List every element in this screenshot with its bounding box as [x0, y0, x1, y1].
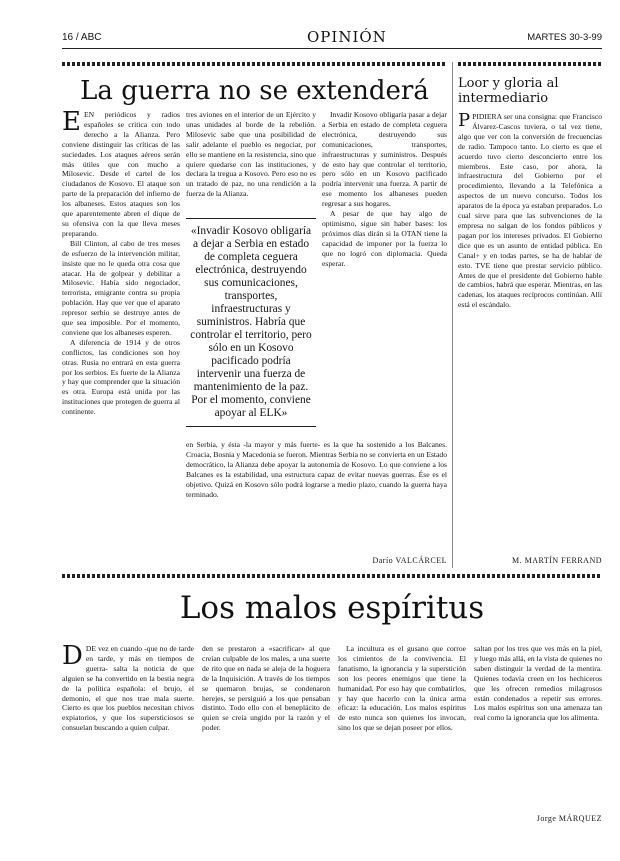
article-column — [186, 110, 316, 210]
body-text: A pesar de que hay algo de optimismo, sigue sin haber bases: los próximos días dirán si la OTAN tiene la capacidad de imponer por la fuerza lo que no logró con diplomacia. Queda esperar. — [322, 209, 447, 268]
article-column — [186, 440, 447, 542]
article-headline: La guerra no se extenderá — [80, 76, 429, 106]
section-title: OPINIÓN — [307, 28, 387, 46]
sidebar-headline: Loor y gloria al intermediario — [458, 76, 559, 106]
drop-cap: P — [458, 112, 471, 131]
body-text: EN periódicos y radios españoles se critica con todo derecho a la Alianza. Pero conviene distinguir las críticas de las suciedades. Los ataques aéreos serán más útiles que con mucho a Milosevic. Desde el cartel de los ciudadanos de Kosovo. El ataque son parte de la preparación del infierno de los albaneses. Estos ataques son los que aparentemente abren el dique de su ofensiva con la que lleva meses preparando. — [62, 110, 180, 238]
author-byline: M. MARTÍN FERRAND — [511, 556, 602, 565]
body-text: A diferencia de 1914 y de otros conflictos, las condiciones son hoy otras. Rusia no entrará en esta guerra por los serbios. Es fuerte de la Alianza y hay que comprender que la situación es otra. Europa está unida por las instituciones que protegen de guerra al continente. — [62, 337, 180, 417]
article-column — [474, 644, 602, 804]
body-text: DE vez en cuando -que no de tarde en tarde, y más en tiempos de guerra- salta la noticia de que alguien se ha convertido en la bestia negra de la política española: el brujo, el demonio, el que nos trae mala suerte. Cierto es que los pueblos necesitan chivos expiatorios, y que los supersticiosos se consuelan buscando a quien culpar. — [62, 644, 194, 733]
article-headline: Los malos espíritus — [179, 590, 485, 626]
body-text: Invadir Kosovo obligaría pasar a dejar a Serbia en estado de completa ceguera electrónica, destruyendo sus comunicaciones, transportes, infraestructuras y suministros. Después de esto hay que controlar el territorio, pero sólo en un Kosovo pacificado podría intervenir una fuerza. A partir de ese momento los albaneses pueden regresar a sus hogares. — [322, 110, 447, 209]
page-header — [62, 28, 602, 49]
body-text: tres aviones en el interior de un Ejército y unas unidades al borde de la rebelión. Milosevic sabe que una posibilidad de salir adelante el pueblo es negociar, por ello se mantiene en la resistencia, sino que quiere quedarse con las instituciones, y declara la tregua a Kosovo. Pero eso no es un tratado de paz, no una rendición a la fuerza de la Alianza. — [186, 110, 316, 199]
article-column — [338, 644, 466, 822]
article-column — [322, 110, 447, 440]
body-text: saltan por los tres que ves más en la piel, y luego más allá, en la vista de quienes no saben distinguir la verdad de la mentira. Quienes todavía creen en los hechiceros que les ofrecen remedios milagrosos están condenados a repetir sus errores. Los malos espíritus son una amenaza tan real como la ignorancia que los alimenta. — [474, 644, 602, 723]
decor-rule — [62, 62, 447, 66]
body-text: en Serbia, y ésta -la mayor y más fuerte- es la que ha sostenido a los Balcanes. Croacia, Bosnia y Macedonia se fueron. Mientras Serbia no se convierta en un Estado democrático, la Alianza debe apoyar la autonomía de Kosovo. Lo que conviene a los Balcanes es la estabilidad, una estructura capaz de evitar nuevas guerras. Ése es el objetivo. Quizá en Kosovo sólo podrá lograrse a medio plazo, cuando la guerra haya terminado. — [186, 440, 447, 499]
author-byline: Jorge MÁRQUEZ — [536, 814, 602, 823]
sidebar-column — [458, 112, 602, 544]
column-divider — [452, 62, 453, 568]
body-text: Bill Clinton, al cabo de tres meses de esfuerzo de la intervención militar, insiste que no le queda otra cosa que atacar. Ha de golpear y debilitar a Milosevic. Había sido negociador, terrorista, emigrante contra su propia población. Hay que ver que el aparato represor serbio se destruye antes de que sea imposible. Por el momento, conviene que los albaneses esperen. — [62, 238, 180, 337]
drop-cap: D — [62, 644, 83, 671]
decor-rule — [62, 574, 602, 578]
article-column — [62, 110, 180, 542]
body-text: La incultura es el gusano que corroe los cimientos de la convivencia. El fanatismo, la ignorancia y la superstición son los peores enemigos que tiene la humanidad. Por eso hay que combatirlos, y hay que hacerlo con la única arma eficaz: la educación. Los malos espíritus de esto nunca son quienes los invocan, sino los que se dejan poseer por ellos. — [338, 644, 466, 733]
article-column — [202, 644, 330, 822]
body-text: den se prestaron a «sacrificar» al que creían culpable de los males, a una suerte de rito que en nada se aleja de la hoguera de la Inquisición. A través de los tiempos se quemaron brujas, se condenaron herejes, se persiguió a los que pensaban distinto. Todo ello con el beneplácito de quien se creía ungido por la razón y el poder. — [202, 644, 330, 733]
issue-date: MARTES 30-3-99 — [527, 32, 602, 43]
decor-rule — [458, 62, 602, 66]
author-byline: Darío VALCÁRCEL — [372, 556, 447, 565]
body-text: PIDIERA ser una consigna: que Francisco Álvarez-Cascos tuviera, o tal vez tiene, algo que ver con la conversión de frecuencias de radio. Tampoco tanto. Lo cierto es que el acuerdo tuvo cierto desconcierto entre los miembros. Este caso, por ahora, la infraestructura del Gobierno por el procedimiento, llevando a la Telefónica a aspectos de un nuevo concurso. Todos los aparatos de la época ya estaban preparados. Lo cual sirve para que las subvenciones de la empresa no salgan de los fondos públicos y pagan por los intereses privados. El Gobierno dice que es un asunto de entidad pública. En Canal+ y en todas partes, se ha de hablar de esto. TVE tiene que prestar servicio público. Antes de que el presidente del Gobierno hable de cambios, habrá que esperar. Mientras, en las cadenas, los ataques recíprocos continúan. Allí está el escándalo. — [458, 112, 602, 310]
article-column — [62, 644, 194, 822]
pull-quote: «Invadir Kosovo obligaría a dejar a Serbia en estado de completa ceguera electrónica, destruyendo sus comunicaciones, transportes, infraestructuras y suministros. Habría que controlar el territorio, pero sólo en un Kosovo pacificado podría intervenir una fuerza de mantenimiento de la paz. Por el momento, conviene apoyar al ELK» — [186, 218, 316, 427]
drop-cap: E — [62, 110, 81, 137]
page-number: 16 / ABC — [62, 32, 102, 43]
